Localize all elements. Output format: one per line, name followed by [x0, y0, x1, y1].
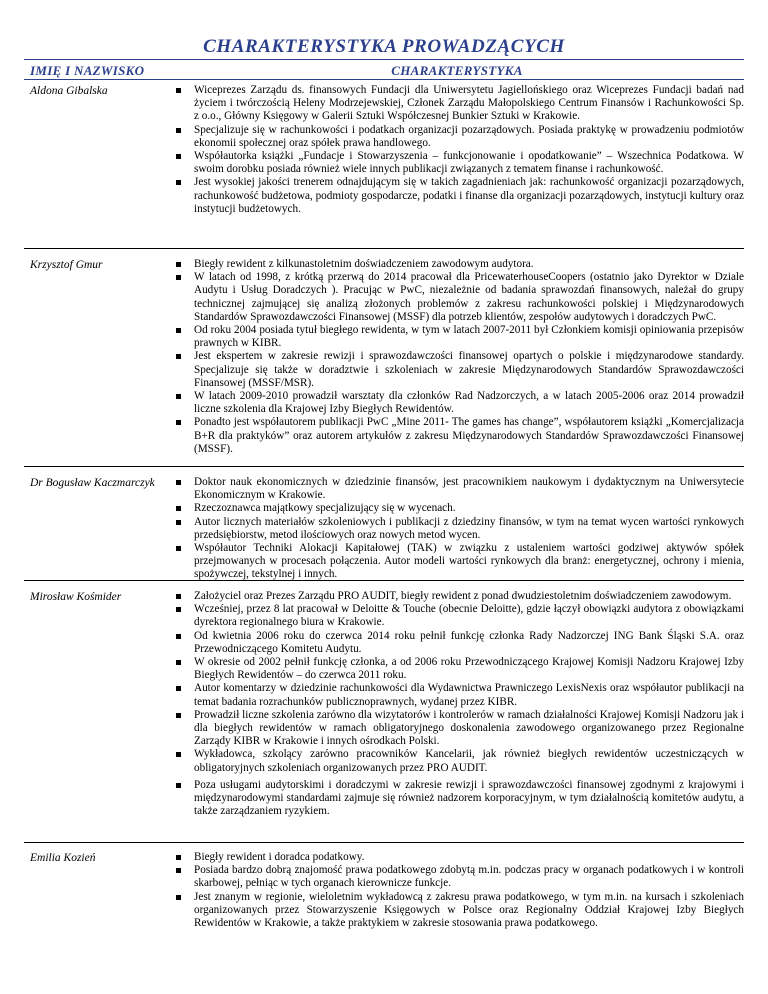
- description-item: [174, 124, 744, 150]
- bullet-icon: [176, 154, 181, 159]
- person-name: Emilia Kozień: [30, 852, 96, 864]
- description-item: [174, 656, 744, 682]
- description-item: [174, 590, 744, 603]
- description-item: [174, 851, 744, 864]
- bullet-icon: [176, 752, 181, 757]
- description-list: [174, 851, 744, 930]
- description-item: [174, 271, 744, 324]
- description-text: Wcześniej, przez 8 lat pracował w Deloitte & Touche (obecnie Deloitte), gdzie łączył obowiązki audytora z obowiązkami dyrektora regionalnego biura w Krakowie.: [194, 603, 744, 629]
- bullet-icon: [176, 713, 181, 718]
- description-item: [174, 150, 744, 176]
- bullet-icon: [176, 594, 181, 599]
- row-divider: [24, 248, 744, 249]
- person-name: Dr Bogusław Kaczmarczyk: [30, 477, 155, 489]
- bullet-icon: [176, 855, 181, 860]
- bullet-icon: [176, 354, 181, 359]
- row-divider: [24, 580, 744, 581]
- description-item: [174, 416, 744, 456]
- description-text: Założyciel oraz Prezes Zarządu PRO AUDIT, biegły rewident z ponad dwudziestoletnim doświadczeniem zawodowym.: [194, 590, 732, 602]
- bullet-icon: [176, 660, 181, 665]
- description-list: [174, 476, 744, 582]
- person-name: Krzysztof Gmur: [30, 259, 103, 271]
- person-name: Aldona Gibalska: [30, 85, 108, 97]
- description-text: Poza usługami audytorskimi i doradczymi w zakresie rewizji i sprawozdawczości finansowej zgodnymi z krajowymi i międzynarodowymi standardami zajmuje się również nadzorem korporacyjnym, w tym działalnością komitetów audytu, a także zarządzaniem ryzykiem.: [194, 778, 744, 818]
- description-item: [174, 84, 744, 124]
- description-item: [174, 682, 744, 708]
- description-item: [174, 516, 744, 542]
- bullet-icon: [176, 634, 181, 639]
- bullet-icon: [176, 180, 181, 185]
- description-item: [174, 502, 744, 515]
- description-item: [174, 748, 744, 774]
- description-list: [174, 84, 744, 216]
- title-rule: [24, 59, 744, 60]
- description-text: Biegły rewident z kilkunastoletnim doświadczeniem zawodowym audytora.: [194, 258, 534, 270]
- bullet-icon: [176, 607, 181, 612]
- description-item: [174, 891, 744, 931]
- description-text: Jest wysokiej jakości trenerem odnajdującym się w takich zagadnieniach jak: rachunkowość organizacji pozarządowych, rachunkowość budżetowa, podmioty gospodarcze, podatki i finanse dla organizacji pozarządowych, instytucji kultury oraz instytucji budżetowych.: [194, 176, 744, 215]
- description-text: W latach od 1998, z krótką przerwą do 2014 pracował dla PricewaterhouseCoopers (ostatnio jako Dyrektor w Dziale Audytu i Usług Doradczych ). Pracując w PwC, niezależnie od badania sprawozdań finansowych, należał do grupy technicznej zajmującej się analizą złożonych problemów z zakresu rachunkowości polskiej i Międzynarodowych Standardów Sprawozdawczości Finansowej (MSSF) dla potrzeb klientów, zespołów audytowych i doradczych PwC.: [194, 271, 744, 323]
- description-text: Jest znanym w regionie, wieloletnim wykładowcą z zakresu prawa podatkowego, w tym m.in. na kursach i szkoleniach organizowanych przez Stowarzyszenie Księgowych w Polsce oraz Regionalny Oddział Krajowej Izby Biegłych Rewidentów w Krakowie, a także praktykiem w zakresie stosowania prawa podatkowego.: [194, 890, 744, 930]
- bullet-icon: [176, 262, 181, 267]
- description-item: [174, 324, 744, 350]
- description-text: Wykładowca, szkolący zarówno pracowników Kancelarii, jak również biegłych rewidentów uczestniczących w obligatoryjnych szkoleniach organizowanych przez PRO AUDIT.: [194, 748, 744, 774]
- description-text: Ponadto jest współautorem publikacji PwC „Mine 2011- The games has change”, współautorem książki „Komercjalizacja B+R dla praktyków” oraz autorem artykułów z zakresu Międzynarodowych Standardów Sprawozdawczości Finansowej (MSSF).: [194, 416, 744, 455]
- description-text: Autor komentarzy w dziedzinie rachunkowości dla Wydawnictwa Prawniczego LexisNexis oraz współautor publikacji na temat badania rozrachunków publicznoprawnych, wydanej przez KIBR.: [194, 682, 744, 708]
- bullet-icon: [176, 520, 181, 525]
- header-rule: [24, 79, 744, 80]
- bullet-icon: [176, 506, 181, 511]
- description-text: Specjalizuje się w rachunkowości i podatkach organizacji pozarządowych. Posiada praktykę w prowadzeniu podmiotów ekonomii społecznej oraz spółek prawa handlowego.: [194, 123, 744, 149]
- description-text: W okresie od 2002 pełnił funkcję członka, a od 2006 roku Przewodniczącego Krajowej Komisji Nadzoru Krajowej Izby Biegłych Rewidentów – do czerwca 2011 roku.: [194, 656, 744, 682]
- bullet-icon: [176, 686, 181, 691]
- page-title: CHARAKTERYSTYKA PROWADZĄCYCH: [203, 36, 565, 57]
- description-item: [174, 390, 744, 416]
- description-list: [174, 258, 744, 456]
- description-item: [174, 630, 744, 656]
- bullet-icon: [176, 88, 181, 93]
- bullet-icon: [176, 275, 181, 280]
- description-text: Autor licznych materiałów szkoleniowych i publikacji z dziedziny finansów, w tym na temat wycen wartości rynkowych przedsiębiorstw, metod ilościowych oraz nowych metod wycen.: [194, 515, 744, 541]
- description-text: Biegły rewident i doradca podatkowy.: [194, 851, 365, 863]
- bullet-icon: [176, 394, 181, 399]
- description-text: Od kwietnia 2006 roku do czerwca 2014 roku pełnił funkcję członka Rady Nadzorczej ING Bank Śląski S.A. oraz Przewodniczącego Komitetu Audytu.: [194, 629, 744, 655]
- description-text: Prowadził liczne szkolenia zarówno dla wizytatorów i kontrolerów w ramach działalności Krajowej Komisji Nadzoru jak i dla biegłych rewidentów w ramach obligatoryjnego doskonalenia zawodowego organizowanego przez Regionalne Zarządy KIBR w Krakowie i innych ośrodkach Polski.: [194, 708, 744, 748]
- description-text: Współautor Techniki Alokacji Kapitałowej (TAK) w związku z ustaleniem wartości godziwej aktywów spółek przejmowanych w procesach połączenia. Autor modeli wartości rynkowych dla branż: energetycznej, ochrony i mienia, spożywczej, tekstylnej i innych.: [194, 542, 744, 581]
- bullet-icon: [176, 128, 181, 133]
- description-item: [174, 176, 744, 216]
- bullet-icon: [176, 546, 181, 551]
- description-item: [174, 709, 744, 749]
- person-name: Mirosław Kośmider: [30, 591, 122, 603]
- row-divider: [24, 466, 744, 467]
- bullet-icon: [176, 868, 181, 873]
- column-header-name: IMIĘ I NAZWISKO: [30, 63, 145, 78]
- description-text: Od roku 2004 posiada tytuł biegłego rewidenta, w tym w latach 2007-2011 był Członkiem komisji opiniowania przepisów prawnych w KIBR.: [194, 324, 744, 350]
- description-item: [174, 864, 744, 890]
- description-item: [174, 779, 744, 819]
- bullet-icon: [176, 420, 181, 425]
- description-item: [174, 258, 744, 271]
- description-text: Współautorka książki „Fundacje i Stowarzyszenia – funkcjonowanie i opodatkowanie” – Wszechnica Podatkowa. W swoim dorobku posiada również wiele innych publikacji związanych z tematem finanse i rachunkowość.: [194, 150, 744, 176]
- description-text: Jest ekspertem w zakresie rewizji i sprawozdawczości finansowej opartych o polskie i międzynarodowe standardy. Specjalizuje się także w doradztwie i szkoleniach w zakresie Międzynarodowych Standardów Sprawozdawczości Finansowej (MSSF/MSR).: [194, 350, 744, 389]
- bullet-icon: [176, 783, 181, 788]
- description-text: Posiada bardzo dobrą znajomość prawa podatkowego zdobytą m.in. podczas pracy w organach podatkowych i w kontroli skarbowej, pełniąc w tych organach kierownicze funkcje.: [194, 864, 744, 890]
- description-list: [174, 590, 744, 818]
- description-text: W latach 2009-2010 prowadził warsztaty dla członków Rad Nadzorczych, a w latach 2005-2006 oraz 2014 prowadził liczne szkolenia dla Krajowej Izby Biegłych Rewidentów.: [194, 390, 744, 416]
- bullet-icon: [176, 480, 181, 485]
- column-header-description: CHARAKTERYSTYKA: [391, 63, 523, 78]
- row-divider: [24, 842, 744, 843]
- description-item: [174, 603, 744, 629]
- description-text: Wiceprezes Zarządu ds. finansowych Fundacji dla Uniwersytetu Jagiellońskiego oraz Wiceprezes Fundacji badań nad życiem i twórczością Heleny Modrzejewskiej, Członek Zarządu Małopolskiego Centrum Finansów i Rachunkowości Sp. z o.o., Główny Księgowy w Galerii Sztuki Współczesnej Bunkier Sztuki w Krakowie.: [194, 84, 744, 123]
- description-item: [174, 476, 744, 502]
- description-text: Doktor nauk ekonomicznych w dziedzinie finansów, jest pracownikiem naukowym i dydaktycznym na Uniwersytecie Ekonomicznym w Krakowie.: [194, 476, 744, 502]
- bullet-icon: [176, 895, 181, 900]
- description-item: [174, 542, 744, 582]
- bullet-icon: [176, 328, 181, 333]
- description-text: Rzeczoznawca majątkowy specjalizujący się w wycenach.: [194, 502, 456, 515]
- description-item: [174, 350, 744, 390]
